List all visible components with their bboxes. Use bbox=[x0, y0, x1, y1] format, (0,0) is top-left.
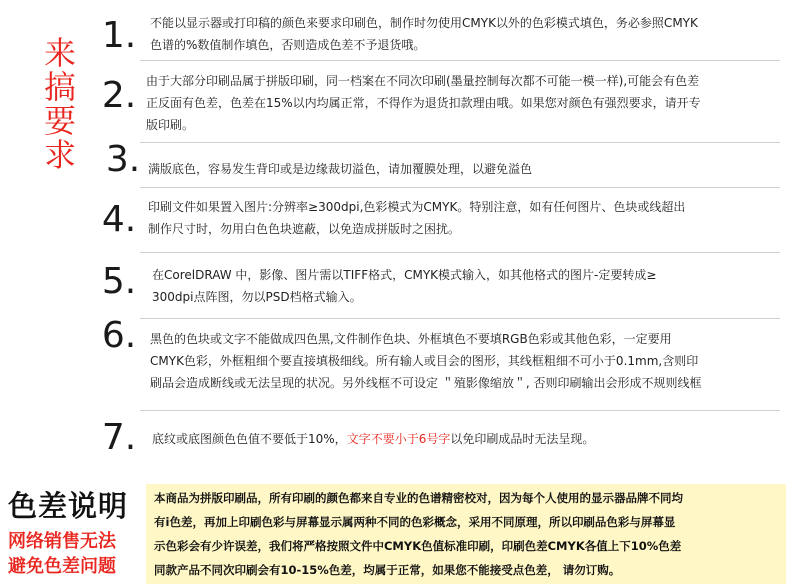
divider bbox=[140, 142, 780, 143]
item-text bbox=[148, 158, 532, 180]
notice-line: 同款产品不同次印刷会有10-15%色差，均属于正常，如果您不能接受点色差， 请勿订购。 bbox=[154, 563, 621, 577]
divider bbox=[140, 252, 780, 253]
item-text bbox=[146, 70, 701, 136]
item-text bbox=[148, 196, 685, 240]
item-line: 制作尺寸时，勿用白色色块遮蔽，以免造成拼版时之困扰。 bbox=[148, 222, 461, 236]
item-text bbox=[150, 328, 701, 394]
item-line: 满版底色，容易发生背印或是边缘裁切溢色，请加覆膜处理，以避免溢色 bbox=[148, 162, 533, 176]
item-line: 版印刷。 bbox=[146, 118, 195, 132]
item-line: 色谱的%数值制作填色，否则造成色差不予退货哦。 bbox=[150, 38, 426, 52]
color-diff-subtitle: 避免色差问题 bbox=[8, 556, 116, 577]
item-line: 黑色的色块或文字不能做成四色黑,文件制作色块、外框填色不要填RGB色彩或其他色彩，一定要用 bbox=[150, 332, 672, 346]
item-number: 6. bbox=[101, 315, 137, 356]
notice-line: 有i色差，再加上印刷色彩与屏幕显示属两种不同的色彩概念，采用不同原理，所以印刷品色彩与屏幕显 bbox=[154, 515, 676, 529]
item-number: 2. bbox=[101, 75, 137, 116]
item-line: 以免印刷成品时无法呈现。 bbox=[450, 432, 595, 446]
highlight-text: 文字不要小于6号字 bbox=[346, 432, 451, 446]
item-number: 4. bbox=[101, 199, 137, 240]
item-line: 正反面有色差，色差在15%以内均属正常，不得作为退货扣款理由哦。如果您对颜色有强烈要求，请开专 bbox=[146, 96, 701, 110]
item-number: 1. bbox=[101, 15, 137, 56]
item-number: 5. bbox=[101, 261, 137, 302]
divider bbox=[140, 187, 780, 188]
notice-line: 示色彩会有少许误差，我们将严格按照文件中CMYK色值标准印刷，印刷色差CMYK各值上下10%色差 bbox=[154, 539, 682, 553]
color-diff-notice-box bbox=[146, 484, 786, 584]
divider bbox=[140, 410, 780, 411]
item-line: CMYK色彩，外框粗细个要直接填极细线。所有输人或目会的图形，其线框粗细不可小于0.1mm,含则印 bbox=[150, 354, 699, 368]
item-number: 3. bbox=[105, 139, 141, 180]
side-title: 来搞要求 bbox=[43, 34, 76, 174]
item-line: 底纹或底图颜色色值不要低于10%， bbox=[152, 432, 347, 446]
item-number: 7. bbox=[101, 417, 137, 458]
item-text bbox=[152, 264, 656, 308]
item-line: 在CorelDRAW 中，影像、图片需以TIFF格式，CMYK模式输入，如其他格式的图片-定要转成≥ bbox=[152, 268, 657, 282]
item-line: 由于大部分印刷品属于拼版印刷，同一档案在不同次印刷(墨量控制每次都不可能一模一样),可能会有色差 bbox=[146, 74, 700, 88]
item-line: 印刷文件如果置入图片:分辨率≥300dpi,色彩模式为CMYK。特别注意，如有任何图片、色块或线超出 bbox=[148, 200, 686, 214]
item-text bbox=[152, 428, 594, 450]
notice-line: 本商品为拼版印刷品，所有印刷的颜色都来自专业的色谱精密校对，因为每个人使用的显示器品牌不同均 bbox=[154, 491, 683, 505]
item-text bbox=[150, 12, 698, 56]
divider bbox=[140, 318, 780, 319]
color-diff-title: 色差说明 bbox=[8, 489, 129, 523]
divider bbox=[140, 60, 780, 61]
item-line: 不能以显示器或打印稿的颜色来要求印刷色，制作时勿使用CMYK以外的色彩模式填色，务必参照CMYK bbox=[150, 16, 698, 30]
item-line: 刷品会造成断线或无法呈现的状况。另外线框不可设定 ＂殖影像缩放＂, 否则印刷输出会形成不规则线框 bbox=[150, 376, 702, 390]
item-line: 300dpi点阵图，勿以PSD档格式输入。 bbox=[152, 290, 362, 304]
color-diff-subtitle: 网络销售无法 bbox=[8, 531, 116, 552]
